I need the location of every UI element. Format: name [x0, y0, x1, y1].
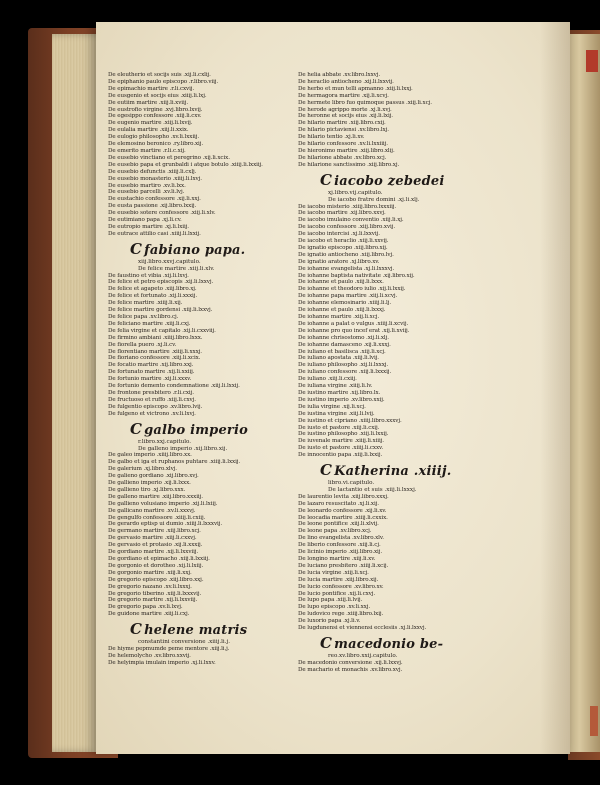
index-entry: De fulgentio episcopo .xv.libro.lvij.: [108, 403, 203, 410]
chapter-reference: De galleno imperio .xij.libro.xij.: [138, 445, 228, 452]
index-entry: De iacobo martire .xij.libro.xxvj.: [298, 210, 386, 217]
index-entry: De fortunio martire .xij.li.xxxv.: [108, 376, 192, 383]
index-entry: De eusta passione .xij.libro.lxxij.: [108, 203, 197, 210]
index-entry: De gorgonio martire .xiij.li.xxj.: [108, 569, 192, 576]
index-entry: De iohanne baptista nativitate .xij.libro.xij.: [298, 272, 415, 279]
index-entry: De iacobo et heraclio .xiij.li.xxvij.: [298, 238, 389, 245]
index-entry: De hiyme pepmumde peme mentore .xiij.li.j.: [108, 646, 230, 653]
index-entry: De firmino ambiani .xiiij.libro.lxxx.: [108, 334, 203, 341]
index-entry: De iohanne damasceno .xij.li.xxxj.: [298, 341, 391, 348]
index-entry: De hilarione sanctissimo .xiij.libro.xj.: [298, 161, 400, 168]
index-entry: De luxorio papa .xj.li.v.: [298, 618, 361, 625]
index-entry: De felia virgine et capitalo .xij.li.cxxviij.: [108, 327, 216, 334]
index-entry: De lugdunensi et viennensi ecclesiis .xj.li.lxxvj.: [298, 625, 427, 632]
index-entry: De florentiano martire .xiiij.li.xxxj.: [108, 348, 202, 355]
index-entry: De eusebio defunctis .xiiij.li.cxlj.: [108, 168, 197, 175]
chapter-reference: xj.libro.vij.capitulo.: [328, 189, 383, 196]
index-entry: De hieronimo martire .xiij.libro.xlij.: [298, 147, 395, 154]
index-entry: De emerito martire .r.li.c.xij.: [108, 147, 186, 154]
paragraph-mark: C: [130, 419, 143, 438]
index-entry: De gallicano martire .xv.li.xxxvj.: [108, 507, 196, 514]
index-entry: De germano martire .xiij.libro.xcj.: [108, 528, 201, 535]
section-heading: [298, 463, 478, 479]
section-heading: [108, 622, 282, 638]
index-entry: De lupo episcopo .xv.li.xxj.: [298, 604, 371, 611]
index-entry: De gallieno imperio .xij.li.lxxx.: [108, 480, 191, 487]
index-entry: De galleno martire .xiij.libro.xxxiij.: [108, 493, 203, 500]
index-entry: De lupo papa .xiij.li.lvij.: [298, 597, 363, 604]
index-entry: De lucia martire .xiij.libro.xij.: [298, 576, 379, 583]
index-entry: De eusebio monasterio .xiiij.li.lxvj.: [108, 175, 202, 182]
index-entry: De iustina virgine .xiij.li.lvij.: [298, 410, 375, 417]
index-entry: De iustino imperio .xv.libro.xxij.: [298, 396, 385, 403]
index-entry: De elemosino beronico .ry.libro.xij.: [108, 141, 204, 148]
index-entry: De iustino philosopho .xiij.li.lxxij.: [298, 431, 389, 438]
index-entry: De gordiano martire .xij.li.lxxviij.: [108, 549, 199, 556]
index-entry: De iusto et pastore .xiiij.li.cxxv.: [298, 445, 384, 452]
index-entry: De laurentio levita .xiij.libro.xxxj.: [298, 493, 389, 500]
index-entry: De fioriano confessore .xiij.li.xcix.: [108, 355, 201, 362]
chapter-reference: r.libro.xxj.capitulo.: [138, 438, 192, 445]
section-heading: [108, 419, 282, 438]
index-entry: De iohanne martire .xiij.li.xcj.: [298, 314, 380, 320]
index-entry: De felice et agapeto .xiij.libro.xj.: [108, 286, 197, 293]
index-entry: De hermagora martire .xij.li.xcvj.: [298, 92, 389, 99]
index-entry: De frontone presbitero .r.li.cxij.: [108, 389, 194, 396]
index-entry: De leocadia martire .xiiij.li.cxxix.: [298, 514, 388, 521]
index-entry: De eutropio martire .xj.li.lxiij.: [108, 223, 189, 230]
index-entry: De gregorio martire .xij.li.lxxviij.: [108, 597, 198, 604]
index-entry: De iuliano philosopho .xij.li.lxxxj.: [298, 362, 389, 369]
chapter-reference: reo.xv.libro.xxij.capitulo.: [328, 652, 398, 659]
index-entry: De ignatio antiocheno .xiij.libro.lvj.: [298, 251, 394, 258]
heading-title: galbo imperio: [144, 422, 248, 438]
index-entry: De epiphanio paulo episcopo .r.libro.viij.: [108, 78, 219, 85]
index-entry: De eusgenio et socijs eius .xiiij.li.lxj.: [108, 92, 207, 99]
index-entry: De herbo et mun telli apmanno .xiij.li.lxxj.: [298, 85, 413, 92]
index-entry: De eutimiano papa .xj.li.cv.: [108, 217, 182, 224]
paragraph-mark: C: [320, 633, 333, 652]
index-entry: De helemolycho .xv.libro.xxvij.: [108, 652, 191, 659]
index-entry: De longino martire .xiij.li.xv.: [298, 556, 376, 562]
index-entry: De fortunato martire .xij.li.xxiij.: [108, 369, 195, 376]
index-entry: De hilario tentio .xj.li.xv.: [298, 134, 365, 141]
index-entry: De iacobo intercisi .xj.li.lxxvij.: [298, 231, 380, 238]
index-entry: De iohanne pro quo incef erat .xij.li.xviij.: [298, 327, 410, 334]
chapter-reference: De lactantio et suis .xiij.li.lxxxj.: [328, 486, 417, 493]
index-entry: De galeo imperio .xiiij.libro.xx.: [108, 452, 192, 459]
heading-title: iacobo zebedei: [334, 173, 445, 189]
index-entry: De iohanne chrisostomo .xij.li.xlj.: [298, 334, 389, 341]
index-entry: De ignatio aratore .xj.libro.xv.: [298, 258, 380, 265]
index-entry: De guidone martire .xiij.li.cxj.: [108, 611, 190, 618]
section-heading: [298, 633, 478, 652]
index-entry: De leone pontifice .xiij.li.xlvij.: [298, 521, 379, 528]
index-entry: De gerardo eptisp ui dumio .xiiij.li.lxxxvij.: [108, 521, 223, 528]
index-entry: De galbo et iga et ruphanos puhtare .xiiij.li.lxxij.: [108, 459, 241, 466]
index-entry: De eustachio confessore .xij.li.xxj.: [108, 196, 201, 203]
index-entry: De gallieno tiro .xj.libro.xxx.: [108, 486, 186, 493]
paragraph-mark: C: [130, 239, 143, 258]
heading-title: macedonio be-: [334, 636, 444, 652]
index-entry: De ignatio episcopo .xiij.libro.xij.: [298, 244, 388, 251]
index-column-right: [298, 72, 478, 674]
index-entry: De heraclio antiocheno .xij.li.lxxvij.: [298, 78, 394, 85]
section-heading: [108, 239, 282, 258]
index-entry: De iulia virgine .xij.li.xcj.: [298, 403, 366, 410]
index-entry: De hermete libro fuo quimoque passus .xiij.li.xcj.: [298, 99, 432, 106]
index-entry: De iuliana virgine .xiiij.li.lv.: [298, 383, 373, 390]
red-bookmark-bottom: [590, 706, 598, 736]
index-entry: De lazaro resuscitato .xj.li.xij.: [298, 500, 379, 507]
index-entry: De liberio confessore .xiij.li.cj.: [298, 542, 381, 549]
chapter-reference: libro.vi.capitulo.: [328, 480, 375, 487]
index-entry: De heronne et socijs eius .xij.li.lxij.: [298, 113, 393, 120]
index-entry: De hilarione abbate .xv.libro.xcj.: [298, 154, 387, 161]
index-entry: De iacobo confessore .xiij.libro.xvij.: [298, 224, 395, 231]
index-entry: De eleutherio et socijs suis .xij.li.cxlij.: [108, 72, 211, 78]
index-entry: De eugenio martire .xiij.li.lxvij.: [108, 120, 193, 127]
index-entry: De iohanne a palat o vulgus .xiiij.li.xcvij.: [298, 320, 409, 327]
paragraph-mark: C: [320, 461, 333, 480]
index-entry: De licinio imperio .xiij.libro.xij.: [298, 549, 383, 556]
index-entry: De galieno gordiano .xij.libro.xvj.: [108, 473, 199, 480]
index-entry: De felice et petro episcopis .xij.li.lxxvj.: [108, 279, 214, 286]
index-entry: De felice papa .xv.libro.cj.: [108, 314, 179, 320]
index-entry: De lucio confessore .xv.libro.xv.: [298, 583, 384, 590]
index-entry: De gregorio nazano .xv.li.lxxxj.: [108, 583, 192, 590]
index-entry: De felice martire .xiiij.li.xij.: [108, 300, 183, 307]
index-entry: De eulalia martire .xiij.li.xxix.: [108, 127, 189, 134]
index-entry: De hilario pictaviensi .xv.libro.lxj.: [298, 127, 389, 134]
index-entry: De hilario martire .xiij.libro.cxij.: [298, 120, 386, 127]
index-entry: De gallieno volusiano imperio .xij.li.lxiij.: [108, 500, 218, 507]
index-entry: De helia abbate .xv.libro.lxxvj.: [298, 72, 381, 78]
index-entry: De eusebio papa et grunbaldi i atque botulo .xiiij.li.lxxiij.: [108, 161, 263, 168]
index-entry: De macedonio conversione .xij.li.lxxvj.: [298, 659, 403, 666]
index-entry: De felice martire gordensi .xiij.li.lxxvj.: [108, 307, 213, 314]
index-entry: De gordiano et epimacho .xiij.li.lxxiij.: [108, 556, 210, 562]
index-entry: De feliciano martire .xiij.li.cxj.: [108, 320, 191, 327]
index-entry: De lucia virgine .xiij.li.xcj.: [298, 569, 369, 576]
index-entry: De iuliano confessore .xiij.li.lxxxij.: [298, 369, 392, 376]
index-entry: De iohanne evangelista .xj.li.lxxxvj.: [298, 265, 395, 272]
index-entry: De iuliano apostata .xiij.li.lvij.: [298, 355, 379, 362]
index-entry: De galerium .xj.libro.xlvj.: [108, 466, 177, 473]
index-entry: De iohanne elemosinario .xiiij.li.lj.: [298, 300, 392, 307]
index-entry: De leonardo confessore .xij.li.xv.: [298, 507, 387, 514]
index-entry: De iustino martire .xij.libro.lx.: [298, 389, 381, 396]
index-entry: De leone papa .xv.libro.xcj.: [298, 528, 372, 535]
index-entry: De gorgonio et dorotheo .xij.li.lxiij.: [108, 562, 204, 569]
index-entry: De lino evangelista .xv.libro.xlv.: [298, 535, 384, 542]
chapter-reference: constantini conversione .xiiij.li.j.: [138, 639, 231, 646]
index-entry: De eulogio philosopho .xv.li.lxxiij.: [108, 134, 200, 141]
index-entry: De gregorio tiberino .xiij.li.lxxxvij.: [108, 590, 202, 597]
index-entry: De eusebio vinctiano et peregrino .xij.li.xcix.: [108, 154, 230, 161]
index-entry: De eustrofio virgine .xvj.libro.lxvij.: [108, 106, 203, 113]
index-entry: De eusebio parcelli .xv.li.lvj.: [108, 189, 185, 196]
index-column-left: [108, 72, 282, 667]
chapter-reference: De iacobo fratre domini .xj.li.xlj.: [328, 196, 420, 203]
index-entry: De lucio pontifice .xij.li.cxvj.: [298, 590, 376, 597]
index-entry: De eusebio sotere confessore .xiij.li.xlv.: [108, 210, 216, 217]
index-entry: De eutrace attilio casi .xiiij.li.lxxij.: [108, 230, 201, 237]
index-entry: De faustino et vibia .xij.li.lxvj.: [108, 272, 189, 279]
index-entry: De eutiim martire .xiij.li.xviij.: [108, 99, 188, 106]
index-entry: De gregorio episcopo .xiij.libro.xxj.: [108, 576, 204, 583]
index-entry: De hilario confessore .xv.li.lxxiiij.: [298, 141, 388, 148]
chapter-reference: De felice martire .xiij.li.xlv.: [138, 265, 215, 272]
index-entry: De iohanne et paulo .xiij.li.lxxxj.: [298, 307, 386, 314]
index-entry: De ludovico rege .xiiij.libro.lxij.: [298, 611, 384, 618]
heading-title: Katherina .xiiij.: [334, 464, 452, 480]
index-entry: De iusto et pastore .xiij.li.cxij.: [298, 424, 380, 431]
index-entry: De egesippo confessore .xiij.li.cxv.: [108, 113, 202, 120]
section-heading: [298, 170, 478, 189]
heading-title: fabiano papa.: [144, 242, 246, 258]
index-entry: De helyimpia imulain imperio .xj.li.lxxv.: [108, 659, 216, 666]
index-entry: De iuvenale martire .xiiij.li.xiiij.: [298, 438, 384, 445]
index-entry: De fructuoso et ruffo .xiij.li.cxvj.: [108, 396, 196, 403]
index-entry: De fortunio demento condemnatione .xiij.li.lxxij.: [108, 383, 240, 390]
next-page-edge: [566, 34, 600, 752]
index-entry: De gervasio martire .xiij.li.cxxvj.: [108, 535, 197, 542]
index-entry: De innocentio papa .xiij.li.lxxij.: [298, 452, 383, 459]
paragraph-mark: C: [130, 620, 143, 639]
index-entry: De fulgeno et victrono .xv.li.lxvj.: [108, 410, 196, 417]
heading-title: helene matris: [144, 623, 248, 639]
chapter-reference: xiij.libro.xxvj.capitulo.: [138, 258, 201, 265]
index-entry: De iacobo imulaino conventio .xiij.li.xj.: [298, 217, 404, 224]
index-entry: De iustino et cipriano .xiiij.libro.xxxvj.: [298, 417, 402, 424]
index-entry: De luciano presbitero .xiiij.li.xcij.: [298, 562, 389, 569]
index-entry: De focatio martire .xij.libro.xxj.: [108, 362, 194, 369]
red-bookmark: [586, 50, 598, 72]
index-entry: De iohanne et paulo .xiij.li.lxxx.: [298, 279, 384, 286]
index-entry: De gregorio papa .xv.li.lxvj.: [108, 604, 183, 611]
index-entry: De iacobo misterio .xiiij.libro.lxxxiij.: [298, 203, 397, 210]
index-entry: De gengulfo confessore .xiiij.li.cxiij.: [108, 514, 206, 521]
index-entry: De machario et monachis .xv.libro.xvj.: [298, 666, 403, 673]
index-entry: De iuliano et basilisca .xiij.li.xcj.: [298, 348, 386, 355]
paragraph-mark: C: [320, 170, 333, 189]
index-entry: De fiorella puero .xj.li.cv.: [108, 341, 177, 348]
index-entry: De eusebio martiro .xv.li.lxx.: [108, 182, 186, 189]
index-entry: De gervasio et protasio .xij.li.xxxij.: [108, 542, 203, 549]
index-entry: De epimachio martire .r.li.cxvij.: [108, 85, 195, 92]
index-entry: De iuliano .xiij.li.cxiij.: [298, 376, 357, 383]
index-entry: De iohanne papa martire .xiij.li.xcvj.: [298, 293, 398, 300]
index-entry: De felice et fortunato .xij.li.xxxij.: [108, 293, 198, 300]
index-entry: De herode agrippo morte .xj.li.xvj.: [298, 106, 392, 113]
index-entry: De iohanne et theodoro iulio .xij.li.lxxij.: [298, 286, 406, 293]
